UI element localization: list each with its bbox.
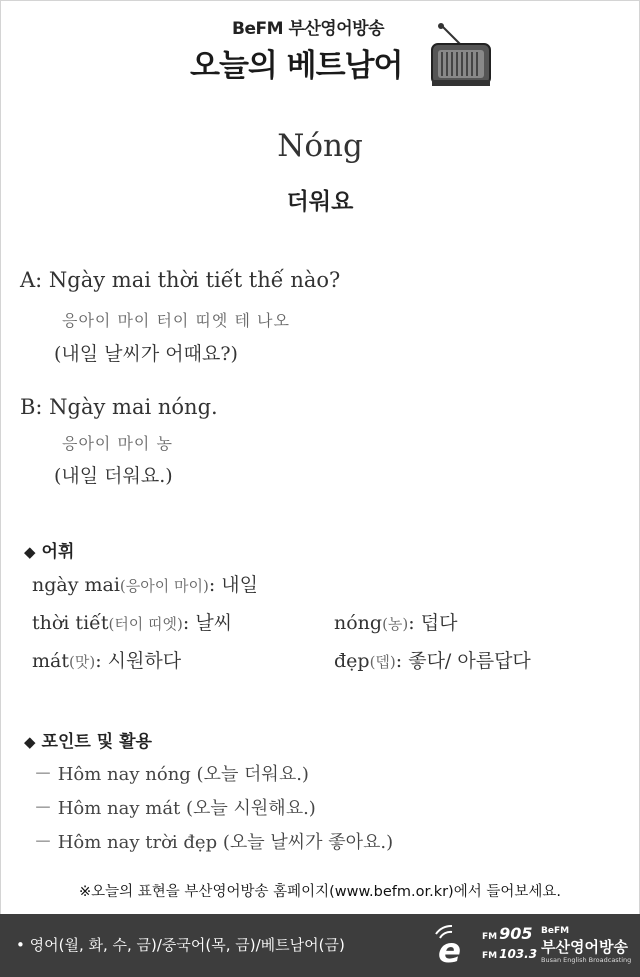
vocab-item: mát(맛): 시원하다 (32, 650, 182, 672)
vocab-item: đẹp(뎁): 좋다/ 아름답다 (334, 650, 531, 672)
radio-icon (428, 22, 494, 90)
frequency-primary: FM 905 (482, 924, 533, 943)
footer-brand-en: BeFM (541, 926, 570, 936)
vocab-item: nóng(농): 덥다 (334, 612, 458, 634)
point-item: － Hôm nay nóng (오늘 더워요.) (34, 764, 309, 785)
lesson-word: Nóng (277, 128, 363, 164)
dialogue-a-pronunciation: 응아이 마이 터이 띠엣 테 나오 (62, 311, 290, 330)
befm-e-logo-icon (430, 922, 470, 966)
diamond-bullet-icon: ◆ (24, 733, 36, 751)
points-heading: ◆ 포인트 및 활용 (24, 732, 152, 752)
broadcast-schedule: • 영어(월, 화, 수, 금)/중국어(목, 금)/베트남어(금) (16, 936, 345, 954)
vocab-item: ngày mai(응아이 마이): 내일 (32, 574, 259, 596)
dialogue-b-translation: (내일 더워요.) (54, 465, 173, 487)
diamond-bullet-icon: ◆ (24, 543, 36, 561)
footer-bar (0, 914, 640, 977)
dialogue-a-translation: (내일 날씨가 어때요?) (54, 343, 238, 365)
dialogue-b-pronunciation: 응아이 마이 농 (62, 434, 173, 453)
dialogue-b-line: B: Ngày mai nóng. (20, 395, 218, 419)
footer-brand-tagline: Busan English Broadcasting (541, 956, 632, 964)
brand-header (0, 14, 640, 39)
lesson-meaning: 더워요 (286, 189, 354, 215)
dialogue-a-line: A: Ngày mai thời tiết thế nào? (20, 268, 341, 292)
brand-ko: 부산영어방송 (288, 19, 384, 39)
website-notice: ※오늘의 표현을 부산영어방송 홈페이지(www.befm.or.kr)에서 들어보세요. (79, 884, 561, 900)
point-item: － Hôm nay mát (오늘 시원해요.) (34, 798, 316, 819)
footer-brand-ko: 부산영어방송 (541, 938, 628, 956)
point-item: － Hôm nay trời đẹp (오늘 날씨가 좋아요.) (34, 832, 394, 853)
vocabulary-heading: ◆ 어휘 (24, 542, 75, 562)
brand-en: BeFM (232, 19, 284, 39)
page-title: 오늘의 베트남어 (190, 48, 403, 84)
vocab-item: thời tiết(터이 띠엣): 날씨 (32, 612, 233, 634)
frequency-secondary: FM 103.3 (482, 947, 538, 961)
svg-text:e: e (438, 931, 462, 966)
